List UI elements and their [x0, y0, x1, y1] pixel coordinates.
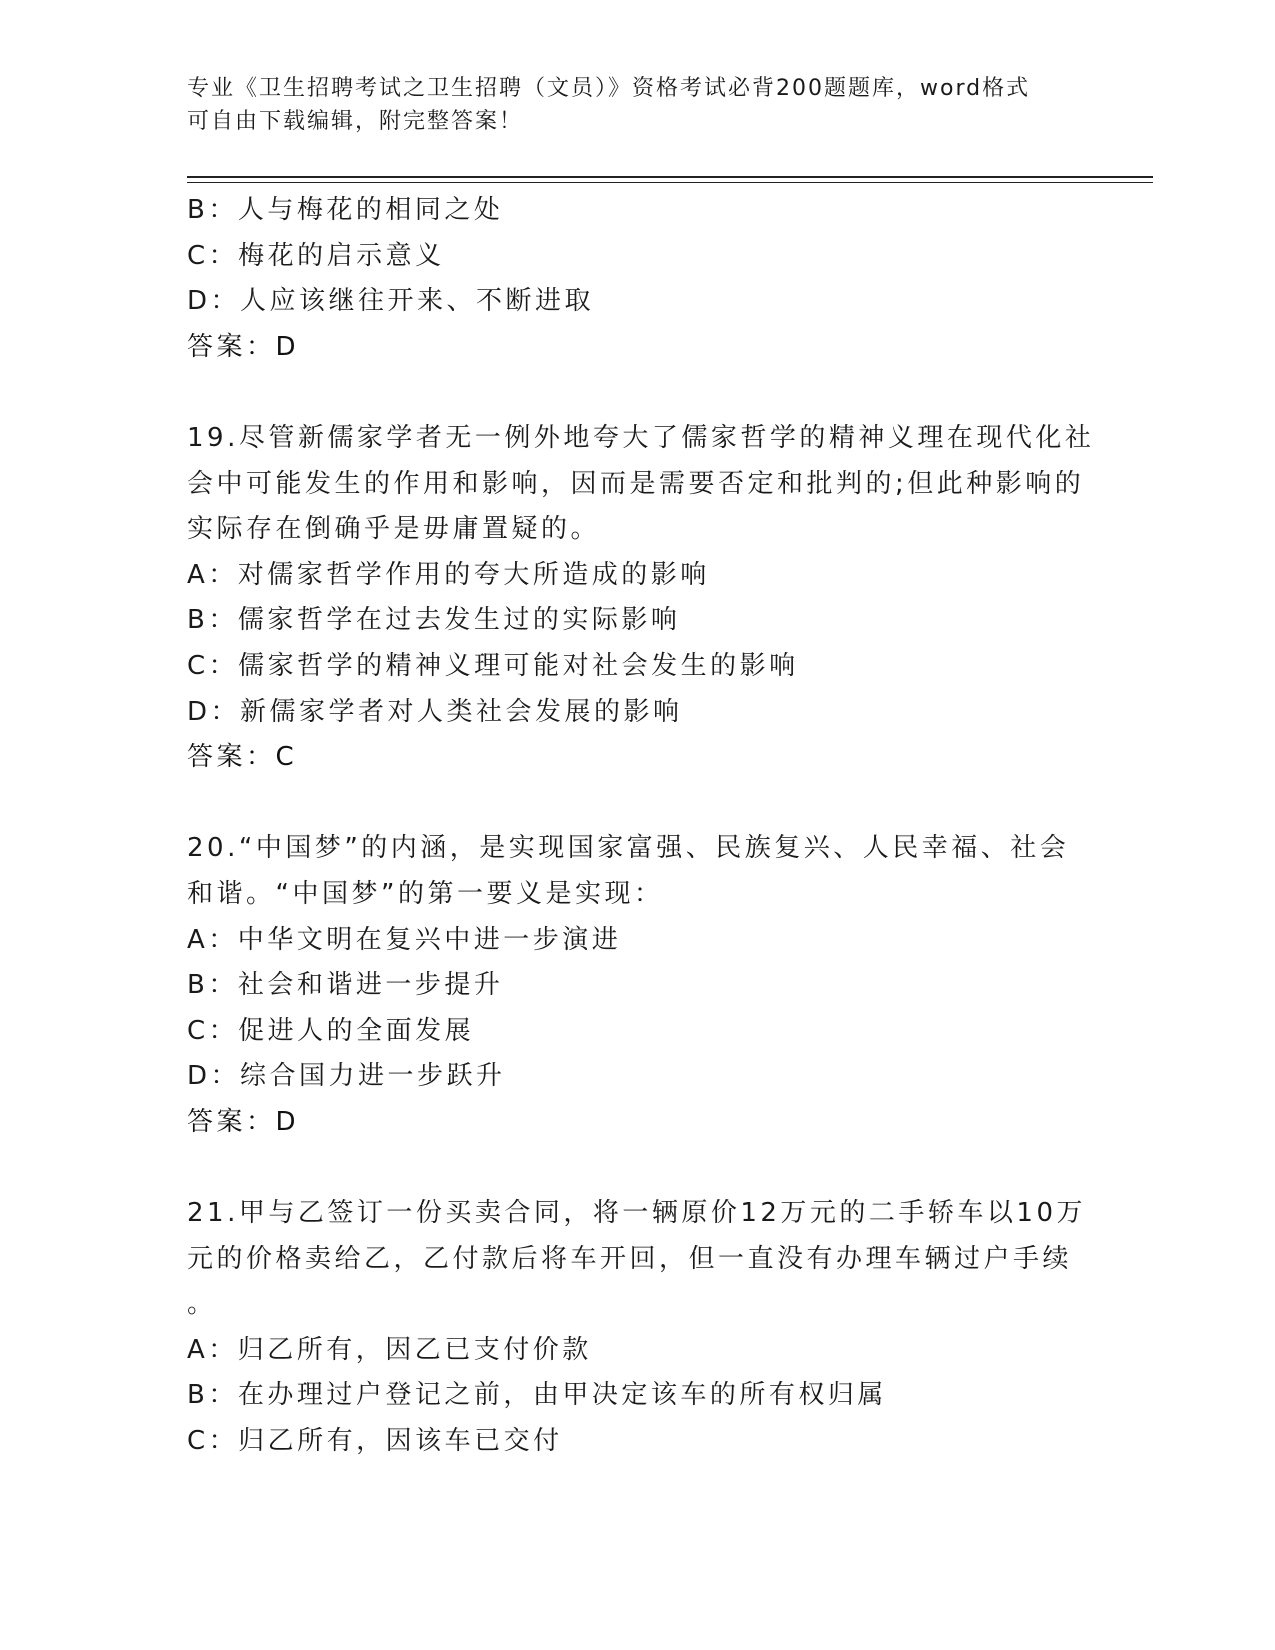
option-b: B：人与梅花的相同之处 — [187, 195, 504, 225]
question-19 — [187, 416, 1095, 781]
option-d: D：综合国力进一步跃升 — [187, 1061, 506, 1092]
option-c: C：归乙所有，因该车已交付 — [187, 1426, 563, 1457]
question-stem-line: 20.“中国梦”的内涵，是实现国家富强、民族复兴、人民幸福、社会 — [187, 833, 1070, 864]
answer: 答案：D — [187, 331, 300, 362]
question-stem-line: 和谐。“中国梦”的第一要义是实现： — [187, 878, 664, 909]
question-20 — [187, 826, 1087, 1145]
question-stem-line: 会中可能发生的作用和影响，因而是需要否定和批判的;但此种影响的 — [187, 468, 1085, 499]
question-21 — [187, 1191, 1087, 1465]
question-stem-line: 19.尽管新儒家学者无一例外地夸大了儒家哲学的精神义理在现代化社 — [187, 422, 1095, 453]
question-18-tail — [187, 188, 1087, 370]
spacer — [187, 370, 1087, 416]
option-b: B：儒家哲学在过去发生过的实际影响 — [187, 605, 681, 636]
question-stem-line: 实际存在倒确乎是毋庸置疑的。 — [187, 514, 601, 545]
header-divider-thick — [187, 176, 1153, 178]
answer: 答案：D — [187, 1106, 300, 1137]
option-a: A：归乙所有，因乙已支付价款 — [187, 1334, 592, 1365]
question-stem-line: 。 — [187, 1289, 217, 1320]
option-c: C：梅花的启示意义 — [187, 240, 445, 271]
answer: 答案：C — [187, 742, 298, 773]
option-a: A：对儒家哲学作用的夸大所造成的影响 — [187, 559, 710, 590]
question-stem-line: 元的价格卖给乙，乙付款后将车开回，但一直没有办理车辆过户手续 — [187, 1243, 1073, 1274]
spacer — [187, 781, 1087, 827]
spacer — [187, 1145, 1087, 1191]
header-divider-thin — [187, 182, 1153, 183]
header-line-2: 可自由下载编辑，附完整答案！ — [187, 109, 524, 134]
question-content — [187, 188, 1095, 1465]
question-stem-line: 21.甲与乙签订一份买卖合同，将一辆原价12万元的二手轿车以10万 — [187, 1198, 1087, 1229]
option-c: C：促进人的全面发展 — [187, 1015, 475, 1046]
option-b: B：在办理过户登记之前，由甲决定该车的所有权归属 — [187, 1380, 887, 1411]
option-a: A：中华文明在复兴中进一步演进 — [187, 924, 622, 955]
option-c: C：儒家哲学的精神义理可能对社会发生的影响 — [187, 650, 799, 681]
option-b: B：社会和谐进一步提升 — [187, 970, 504, 1001]
header-line-1: 专业《卫生招聘考试之卫生招聘（文员）》资格考试必背200题题库，word格式 — [187, 76, 1031, 101]
option-d: D：人应该继往开来、不断进取 — [187, 286, 595, 317]
option-d: D：新儒家学者对人类社会发展的影响 — [187, 696, 683, 727]
page-header — [187, 72, 1067, 138]
